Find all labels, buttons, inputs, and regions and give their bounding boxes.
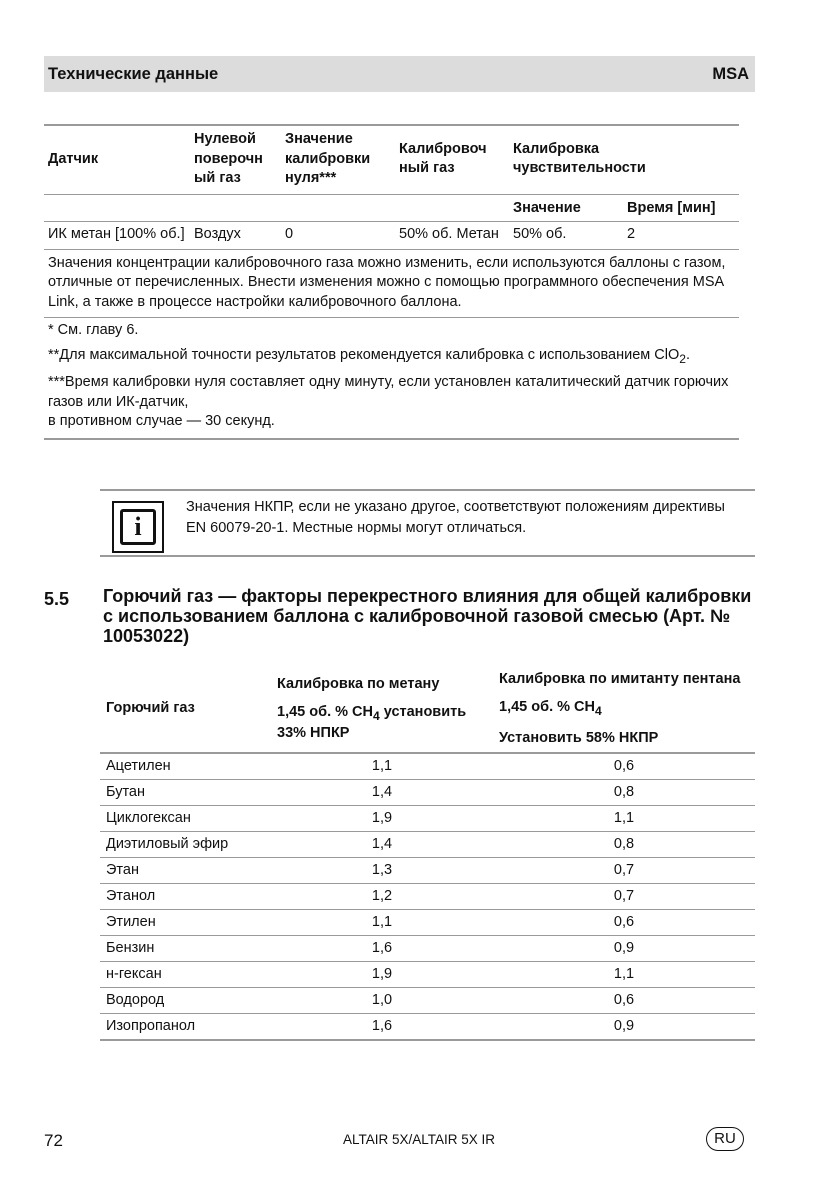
methane-factor: 1,9 [271,962,493,988]
language-badge: RU [706,1127,744,1151]
col-zero-gas: Нулевой поверочн ый газ [194,131,263,187]
cell-cal-gas: 50% об. Метан [399,226,499,243]
section-title: Горючий газ — факторы перекрестного влияния для общей калибровки с использованием баллона с калибровочной газовой смесью (Арт. № 10053022) [103,586,752,646]
methane-factor: 1,6 [271,936,493,962]
table-row [100,936,755,962]
methane-factor: 1,1 [271,753,493,780]
col-methane: Калибровка по метану 1,45 об. % $CH_4$ установить 33% НПКР [277,676,467,741]
cell-zero-value: 0 [285,226,294,243]
pentane-factor: 0,9 [493,1014,755,1041]
pentane-factor: 0,7 [493,884,755,910]
pentane-factor: 0,6 [493,988,755,1014]
subcol-value: Значение [513,199,581,216]
pentane-factor: 0,6 [493,753,755,780]
table-row [44,222,739,250]
table-row [100,988,755,1014]
table-row [100,806,755,832]
pentane-factor: 1,1 [493,962,755,988]
methane-factor: 1,2 [271,884,493,910]
col-gas: Горючий газ [106,700,195,717]
table-row [100,832,755,858]
methane-factor: 1,9 [271,806,493,832]
cell-sens-time: 2 [627,226,636,243]
footnote-1: * См. главу 6. [48,321,139,338]
info-text: Значения НКПР, если не указано другое, соответствуют положениям директивы EN 60079-20-1. Местные нормы могут отличаться. [186,499,725,537]
gas-name: Этанол [100,884,271,910]
info-box [100,489,755,557]
col-pentane: Калибровка по имитанту пентана 1,45 об. % $CH_4$ Установить 58% НКПР [499,671,741,746]
methane-factor: 1,6 [271,1014,493,1041]
table-row [100,884,755,910]
methane-factor: 1,3 [271,858,493,884]
table-row [100,1014,755,1041]
gas-name: Диэтиловый эфир [100,832,271,858]
methane-factor: 1,0 [271,988,493,1014]
section-number: 5.5 [44,589,70,609]
table-row [100,910,755,936]
gas-name: Ацетилен [100,753,271,780]
cell-sens-value: 50% об. [513,226,567,243]
methane-factor: 1,4 [271,780,493,806]
cross-sensitivity-table [100,666,755,1041]
gas-name: Циклогексан [100,806,271,832]
table-row [100,780,755,806]
gas-name: н-гексан [100,962,271,988]
page-number: 72 [44,1131,63,1150]
pentane-factor: 0,6 [493,910,755,936]
pentane-factor: 0,8 [493,832,755,858]
info-icon: i [112,501,164,553]
col-sensor: Датчик [48,150,99,167]
header-band [44,56,755,92]
gas-name: Бензин [100,936,271,962]
col-cal-gas: Калибровоч ный газ [399,140,487,177]
gas-name: Этан [100,858,271,884]
methane-factor: 1,1 [271,910,493,936]
cell-sensor: ИК метан [100% об.] [48,226,185,243]
table-row [100,858,755,884]
pentane-factor: 1,1 [493,806,755,832]
table-row [100,753,755,780]
pentane-factor: 0,7 [493,858,755,884]
footnote-3: ***Время калибровки нуля составляет одну минуту, если установлен каталитический датчик горючих газов или ИК-датчик, в противном случае — 30 секунд. [48,374,729,430]
header-brand: MSA [712,64,749,83]
gas-name: Бутан [100,780,271,806]
pentane-factor: 0,8 [493,780,755,806]
footer-title: ALTAIR 5X/ALTAIR 5X IR [342,1132,496,1147]
table-row [100,962,755,988]
header-title: Технические данные [48,64,219,83]
col-sensitivity: Калибровка чувствительности [513,140,646,177]
col-zero-value: Значение калибровки нуля*** [285,131,371,187]
table-note: Значения концентрации калибровочного газа можно изменить, если используются баллоны с газом, отличные от перечисленных. Внести изменения можно с помощью программного обеспечения MSA Link, а также в процессе настройки калибровочного баллона. [48,254,726,310]
subcol-time: Время [мин] [627,199,716,216]
footnote-2: **Для максимальной точности результатов рекомендуется калибровка с использованием ClO$_2$. [48,347,691,366]
calibration-table [44,124,739,440]
cell-zero-gas: Воздух [194,226,241,243]
gas-name: Водород [100,988,271,1014]
gas-name: Этилен [100,910,271,936]
gas-name: Изопропанол [100,1014,271,1041]
pentane-factor: 0,9 [493,936,755,962]
methane-factor: 1,4 [271,832,493,858]
